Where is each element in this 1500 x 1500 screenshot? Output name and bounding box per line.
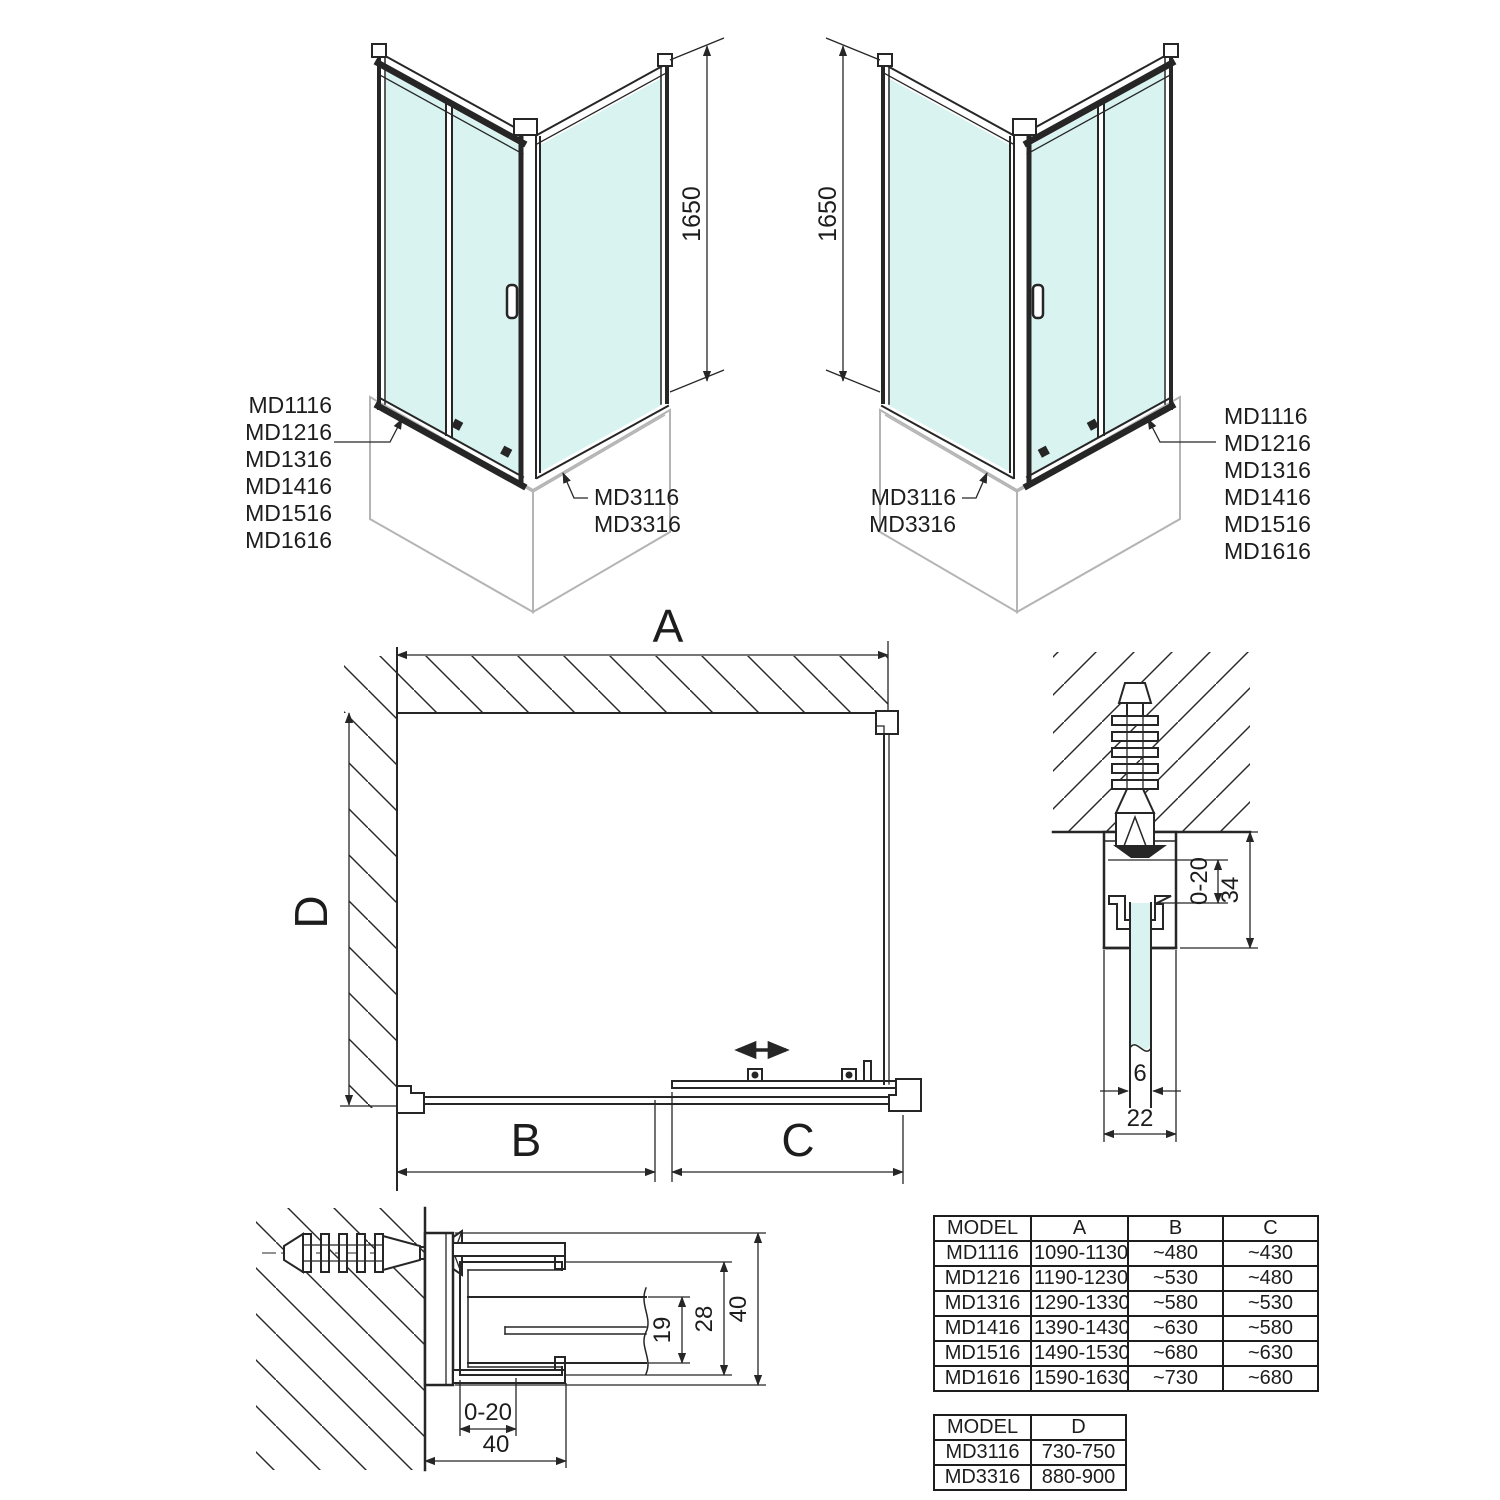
cell-c: ~480 xyxy=(1223,1266,1318,1291)
dim-label-frame-depth: 28 xyxy=(691,1305,718,1333)
dim-label-profile-width: 22 xyxy=(1126,1105,1154,1132)
cell-b: ~530 xyxy=(1128,1266,1223,1291)
col-header-model: MODEL xyxy=(934,1415,1031,1440)
cell-b: ~680 xyxy=(1128,1341,1223,1366)
cell-model: MD1416 xyxy=(934,1316,1031,1341)
dim-label-glass-pocket: 19 xyxy=(649,1316,676,1344)
cell-model: MD1516 xyxy=(934,1341,1031,1366)
spec-table-abc xyxy=(933,1215,1319,1392)
dim-label-d: D xyxy=(285,895,337,929)
height-dim-label: 1650 xyxy=(814,186,842,242)
model-label: MD1116 xyxy=(248,392,332,418)
cell-b: ~480 xyxy=(1128,1241,1223,1266)
cell-b: ~630 xyxy=(1128,1316,1223,1341)
cell-model: MD3116 xyxy=(934,1440,1031,1465)
dim-label-profile-depth: 40 xyxy=(725,1295,752,1323)
model-label: MD1616 xyxy=(1224,538,1311,564)
table-header-row xyxy=(934,1216,1318,1241)
table-row xyxy=(934,1266,1318,1291)
cell-a: 1190-1230 xyxy=(1031,1266,1128,1291)
cell-c: ~530 xyxy=(1223,1291,1318,1316)
table-row xyxy=(934,1316,1318,1341)
height-dim-label: 1650 xyxy=(678,186,706,242)
dim-label-profile-height: 34 xyxy=(1217,876,1244,904)
side-model-list xyxy=(869,484,956,537)
side-model-list xyxy=(594,484,681,537)
dim-label-glass: 6 xyxy=(1133,1060,1147,1087)
wall-profile-plan-detail xyxy=(256,1208,766,1470)
dim-label-wall-depth: 40 xyxy=(482,1431,510,1458)
table-row xyxy=(934,1366,1318,1391)
glass-pane-section xyxy=(1131,903,1150,1049)
spec-table-d xyxy=(933,1414,1127,1491)
cell-model: MD1616 xyxy=(934,1366,1031,1391)
dim-label-adjust: 0-20 xyxy=(463,1399,513,1426)
cell-c: ~580 xyxy=(1223,1316,1318,1341)
model-label: MD1316 xyxy=(245,446,332,472)
cell-a: 1590-1630 xyxy=(1031,1366,1128,1391)
cell-b: ~580 xyxy=(1128,1291,1223,1316)
wall-hatch-top xyxy=(344,656,888,713)
wall-profile-plan-right xyxy=(889,1079,921,1111)
col-header-d: D xyxy=(1031,1415,1126,1440)
cell-d: 880-900 xyxy=(1031,1465,1126,1490)
model-label: MD3116 xyxy=(870,484,956,510)
model-label: MD3116 xyxy=(594,484,680,510)
table-header-row xyxy=(934,1415,1126,1440)
model-label: MD1516 xyxy=(245,500,332,526)
glass-pane-section xyxy=(505,1288,648,1374)
door-model-list xyxy=(245,392,332,553)
table-row xyxy=(934,1341,1318,1366)
door-stopper xyxy=(864,1061,871,1081)
cell-a: 1290-1330 xyxy=(1031,1291,1128,1316)
cell-d: 730-750 xyxy=(1031,1440,1126,1465)
dim-label-c: C xyxy=(781,1114,815,1166)
cell-model: MD3316 xyxy=(934,1465,1031,1490)
col-header-b: B xyxy=(1128,1216,1223,1241)
model-label: MD1216 xyxy=(1224,430,1311,456)
iso-view-left xyxy=(245,38,724,612)
table-row xyxy=(934,1291,1318,1316)
cell-model: MD1216 xyxy=(934,1266,1031,1291)
col-header-model: MODEL xyxy=(934,1216,1031,1241)
table-row xyxy=(934,1440,1126,1465)
cell-a: 1390-1430 xyxy=(1031,1316,1128,1341)
col-header-a: A xyxy=(1031,1216,1128,1241)
wall-profile-plan-left xyxy=(397,1086,424,1113)
cell-model: MD1116 xyxy=(934,1241,1031,1266)
door-frame-profile xyxy=(460,1262,646,1375)
cell-c: ~430 xyxy=(1223,1241,1318,1266)
model-label: MD1616 xyxy=(245,527,332,553)
cell-a: 1090-1130 xyxy=(1031,1241,1128,1266)
dim-label-adjust: 0-20 xyxy=(1186,856,1213,906)
model-label: MD3316 xyxy=(869,511,956,537)
model-label: MD1116 xyxy=(1224,403,1308,429)
table-row xyxy=(934,1465,1126,1490)
corner-profile-plan xyxy=(876,711,898,734)
cell-b: ~730 xyxy=(1128,1366,1223,1391)
dim-label-a: A xyxy=(652,600,684,652)
wall-profile-section-detail xyxy=(1053,652,1258,1142)
cell-c: ~680 xyxy=(1223,1366,1318,1391)
cell-c: ~630 xyxy=(1223,1341,1318,1366)
model-label: MD3316 xyxy=(594,511,681,537)
dim-label-b: B xyxy=(510,1114,542,1166)
col-header-c: C xyxy=(1223,1216,1318,1241)
model-label: MD1416 xyxy=(245,473,332,499)
door-model-list xyxy=(1224,403,1311,564)
wall-hatch-left xyxy=(349,713,397,1108)
plan-view xyxy=(285,600,921,1190)
iso-view-right xyxy=(814,38,1311,612)
table-row xyxy=(934,1241,1318,1266)
model-label: MD1416 xyxy=(1224,484,1311,510)
model-label: MD1316 xyxy=(1224,457,1311,483)
model-label: MD1216 xyxy=(245,419,332,445)
cell-a: 1490-1530 xyxy=(1031,1341,1128,1366)
cell-model: MD1316 xyxy=(934,1291,1031,1316)
model-label: MD1516 xyxy=(1224,511,1311,537)
